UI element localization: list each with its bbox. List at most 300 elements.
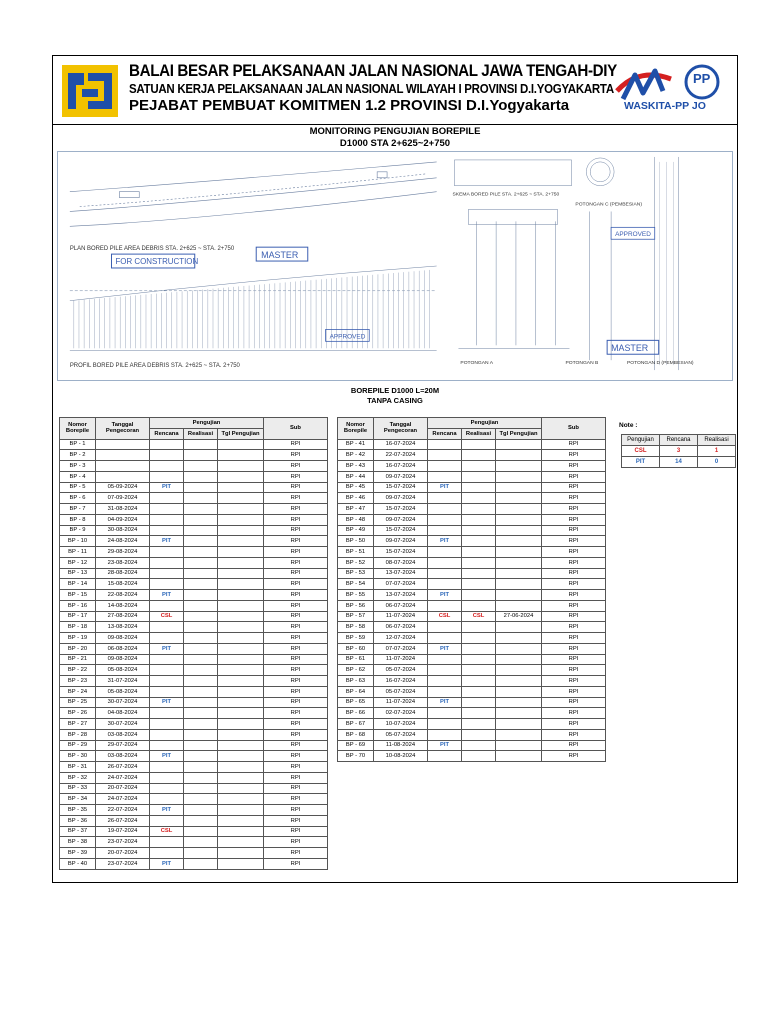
- test-date: [496, 525, 542, 536]
- casting-date: 10-08-2024: [374, 751, 428, 762]
- note-row: [622, 446, 736, 457]
- table-row: [338, 461, 606, 472]
- subcontractor: RPI: [264, 633, 328, 644]
- test-plan: [428, 579, 462, 590]
- test-date: [496, 686, 542, 697]
- table-row: [338, 697, 606, 708]
- subcontractor: RPI: [264, 493, 328, 504]
- casting-date: 11-07-2024: [374, 654, 428, 665]
- borepile-number: BP - 43: [338, 461, 374, 472]
- test-plan: [150, 525, 184, 536]
- test-realization: [462, 547, 496, 558]
- casting-date: 13-08-2024: [96, 622, 150, 633]
- test-plan: [428, 600, 462, 611]
- subcontractor: RPI: [542, 697, 606, 708]
- test-plan: [150, 622, 184, 633]
- test-realization: [462, 471, 496, 482]
- casting-date: 20-07-2024: [96, 848, 150, 859]
- borepile-number: BP - 12: [60, 557, 96, 568]
- test-date: [218, 525, 264, 536]
- table-row: [338, 504, 606, 515]
- subcontractor: RPI: [264, 450, 328, 461]
- test-date: [218, 471, 264, 482]
- col-rencana: Rencana: [150, 428, 184, 439]
- subcontractor: RPI: [264, 439, 328, 450]
- subcontractor: RPI: [264, 611, 328, 622]
- test-plan: PIT: [150, 751, 184, 762]
- test-date: [496, 600, 542, 611]
- table-row: [338, 547, 606, 558]
- test-date: [496, 482, 542, 493]
- casting-date: 26-07-2024: [96, 762, 150, 773]
- test-plan: [428, 676, 462, 687]
- table-row: [60, 633, 328, 644]
- test-plan: [428, 547, 462, 558]
- note-label: Note :: [619, 422, 638, 429]
- casting-date: 07-07-2024: [374, 579, 428, 590]
- subcontractor: RPI: [542, 643, 606, 654]
- test-plan: [150, 772, 184, 783]
- test-realization: [462, 600, 496, 611]
- casting-date: 19-07-2024: [96, 826, 150, 837]
- table-row: [60, 654, 328, 665]
- subcontractor: RPI: [542, 493, 606, 504]
- plan-label: PLAN BORED PILE AREA DEBRIS STA. 2+625 ~ STA. 2+750: [69, 246, 235, 253]
- casting-date: 08-07-2024: [374, 557, 428, 568]
- note-col-pengujian: Pengujian: [622, 435, 660, 446]
- test-realization: [462, 654, 496, 665]
- note-table: [621, 434, 736, 468]
- borepile-number: BP - 19: [60, 633, 96, 644]
- section-c-label: POTONGAN C (PEMBESIAN): [575, 202, 642, 208]
- test-plan: [428, 568, 462, 579]
- test-date: [218, 633, 264, 644]
- test-date: [496, 579, 542, 590]
- subcontractor: RPI: [542, 729, 606, 740]
- borepile-number: BP - 34: [60, 794, 96, 805]
- test-date: [218, 772, 264, 783]
- test-date: [496, 654, 542, 665]
- casting-date: 16-07-2024: [374, 461, 428, 472]
- subcontractor: RPI: [264, 676, 328, 687]
- test-date: [496, 557, 542, 568]
- table-row: [60, 729, 328, 740]
- test-plan: [428, 751, 462, 762]
- test-realization: [462, 622, 496, 633]
- test-date: [218, 622, 264, 633]
- test-date: [218, 643, 264, 654]
- test-plan: [150, 547, 184, 558]
- test-date: [496, 622, 542, 633]
- note-col-rencana: Rencana: [660, 435, 698, 446]
- casting-date: 05-08-2024: [96, 686, 150, 697]
- document-frame: [52, 55, 738, 883]
- borepile-table-right: [337, 417, 606, 762]
- test-plan: [428, 439, 462, 450]
- table-row: [60, 471, 328, 482]
- casting-date: 22-07-2024: [96, 805, 150, 816]
- borepile-number: BP - 64: [338, 686, 374, 697]
- test-date: [496, 719, 542, 730]
- casting-date: 03-08-2024: [96, 751, 150, 762]
- borepile-number: BP - 36: [60, 815, 96, 826]
- test-date: [218, 719, 264, 730]
- borepile-number: BP - 23: [60, 676, 96, 687]
- subcontractor: RPI: [542, 568, 606, 579]
- subcontractor: RPI: [542, 525, 606, 536]
- borepile-number: BP - 33: [60, 783, 96, 794]
- test-date: [218, 751, 264, 762]
- table-row: [60, 643, 328, 654]
- casting-date: 04-09-2024: [96, 514, 150, 525]
- test-plan: PIT: [428, 590, 462, 601]
- test-realization: [462, 514, 496, 525]
- test-plan: PIT: [428, 536, 462, 547]
- table-row: [60, 482, 328, 493]
- casting-date: 07-07-2024: [374, 643, 428, 654]
- test-realization: [184, 719, 218, 730]
- subcontractor: RPI: [264, 848, 328, 859]
- table-row: [338, 536, 606, 547]
- test-plan: [150, 762, 184, 773]
- table-row: [60, 686, 328, 697]
- table-row: [338, 708, 606, 719]
- test-date: [218, 740, 264, 751]
- test-plan: PIT: [150, 858, 184, 869]
- table-row: [338, 611, 606, 622]
- test-date: [218, 858, 264, 869]
- borepile-number: BP - 66: [338, 708, 374, 719]
- table-row: [60, 805, 328, 816]
- casting-date: 06-07-2024: [374, 600, 428, 611]
- borepile-number: BP - 5: [60, 482, 96, 493]
- test-plan: PIT: [428, 643, 462, 654]
- subcontractor: RPI: [542, 547, 606, 558]
- borepile-number: BP - 4: [60, 471, 96, 482]
- borepile-number: BP - 53: [338, 568, 374, 579]
- test-realization: [184, 525, 218, 536]
- casting-date: 14-08-2024: [96, 600, 150, 611]
- casting-date: [96, 461, 150, 472]
- subcontractor: RPI: [264, 557, 328, 568]
- test-realization: [184, 815, 218, 826]
- note-plan: 3: [660, 446, 698, 457]
- casting-date: 09-07-2024: [374, 514, 428, 525]
- col-nomor: Nomor Borepile: [338, 418, 374, 440]
- table-row: [60, 590, 328, 601]
- casting-date: 16-07-2024: [374, 676, 428, 687]
- col-tanggal: Tanggal Pengecoran: [374, 418, 428, 440]
- borepile-number: BP - 22: [60, 665, 96, 676]
- subcontractor: RPI: [264, 547, 328, 558]
- borepile-number: BP - 31: [60, 762, 96, 773]
- subcontractor: RPI: [264, 536, 328, 547]
- subcontractor: RPI: [264, 751, 328, 762]
- col-tgl-pengujian: Tgl Pengujian: [496, 428, 542, 439]
- test-plan: [150, 719, 184, 730]
- borepile-number: BP - 21: [60, 654, 96, 665]
- test-realization: [462, 633, 496, 644]
- table-row: [338, 719, 606, 730]
- test-date: [218, 762, 264, 773]
- casting-date: [96, 439, 150, 450]
- subcontractor: RPI: [542, 686, 606, 697]
- test-plan: [150, 783, 184, 794]
- test-plan: CSL: [150, 611, 184, 622]
- borepile-number: BP - 65: [338, 697, 374, 708]
- test-realization: [462, 536, 496, 547]
- table-row: [338, 493, 606, 504]
- table-row: [60, 536, 328, 547]
- casting-date: 22-08-2024: [96, 590, 150, 601]
- table-row: [338, 654, 606, 665]
- borepile-number: BP - 28: [60, 729, 96, 740]
- test-plan: PIT: [428, 740, 462, 751]
- test-date: [496, 676, 542, 687]
- borepile-number: BP - 51: [338, 547, 374, 558]
- casting-date: [96, 471, 150, 482]
- table-row: [60, 751, 328, 762]
- note-test: PIT: [622, 457, 660, 468]
- casting-date: 11-08-2024: [374, 740, 428, 751]
- note-real: 0: [698, 457, 736, 468]
- borepile-number: BP - 70: [338, 751, 374, 762]
- test-plan: PIT: [150, 590, 184, 601]
- test-date: [218, 837, 264, 848]
- test-realization: [184, 579, 218, 590]
- col-tgl-pengujian: Tgl Pengujian: [218, 428, 264, 439]
- test-date: [218, 439, 264, 450]
- test-plan: [150, 504, 184, 515]
- borepile-number: BP - 37: [60, 826, 96, 837]
- table-row: [338, 579, 606, 590]
- test-date: [218, 697, 264, 708]
- col-sub: Sub: [542, 418, 606, 440]
- subcontractor: RPI: [264, 740, 328, 751]
- borepile-number: BP - 1: [60, 439, 96, 450]
- subcontractor: RPI: [542, 514, 606, 525]
- test-plan: [428, 557, 462, 568]
- test-date: [218, 805, 264, 816]
- test-plan: PIT: [428, 482, 462, 493]
- table-row: [338, 439, 606, 450]
- table-row: [60, 837, 328, 848]
- test-date: [218, 514, 264, 525]
- borepile-number: BP - 26: [60, 708, 96, 719]
- subcontractor: RPI: [264, 600, 328, 611]
- test-date: [496, 547, 542, 558]
- casting-date: 10-07-2024: [374, 719, 428, 730]
- test-plan: [428, 686, 462, 697]
- test-date: [218, 461, 264, 472]
- test-plan: PIT: [150, 482, 184, 493]
- subcontractor: RPI: [542, 665, 606, 676]
- subcontractor: RPI: [542, 471, 606, 482]
- test-date: [218, 654, 264, 665]
- casting-date: 11-07-2024: [374, 611, 428, 622]
- test-plan: [150, 557, 184, 568]
- borepile-number: BP - 50: [338, 536, 374, 547]
- subcontractor: RPI: [542, 482, 606, 493]
- table-row: [60, 493, 328, 504]
- subcontractor: RPI: [264, 815, 328, 826]
- test-plan: [428, 504, 462, 515]
- borepile-number: BP - 11: [60, 547, 96, 558]
- test-plan: [428, 654, 462, 665]
- test-date: [496, 643, 542, 654]
- casting-date: 24-07-2024: [96, 794, 150, 805]
- test-realization: [184, 622, 218, 633]
- borepile-number: BP - 56: [338, 600, 374, 611]
- test-date: [496, 665, 542, 676]
- borepile-number: BP - 44: [338, 471, 374, 482]
- test-date: [218, 557, 264, 568]
- note-col-realisasi: Realisasi: [698, 435, 736, 446]
- test-date: [218, 547, 264, 558]
- test-date: [496, 708, 542, 719]
- casting-date: 30-07-2024: [96, 697, 150, 708]
- stamp-construction: FOR CONSTRUCTION: [115, 257, 199, 267]
- table-row: [60, 762, 328, 773]
- pp-logo-mark: PP: [693, 71, 711, 86]
- test-realization: [184, 783, 218, 794]
- section-title-2: TANPA CASING: [367, 396, 423, 405]
- casting-date: 05-07-2024: [374, 665, 428, 676]
- section-title: [53, 386, 737, 406]
- casting-date: 23-08-2024: [96, 557, 150, 568]
- col-rencana: Rencana: [428, 428, 462, 439]
- borepile-number: BP - 29: [60, 740, 96, 751]
- note-test: CSL: [622, 446, 660, 457]
- borepile-number: BP - 2: [60, 450, 96, 461]
- borepile-number: BP - 67: [338, 719, 374, 730]
- borepile-number: BP - 40: [60, 858, 96, 869]
- subcontractor: RPI: [542, 740, 606, 751]
- test-date: [218, 826, 264, 837]
- test-realization: [184, 697, 218, 708]
- test-date: [496, 471, 542, 482]
- test-date: [218, 729, 264, 740]
- col-realisasi: Realisasi: [462, 428, 496, 439]
- test-realization: [462, 697, 496, 708]
- subcontractor: RPI: [264, 826, 328, 837]
- test-realization: [462, 708, 496, 719]
- note-row: [622, 457, 736, 468]
- casting-date: 23-07-2024: [96, 837, 150, 848]
- casting-date: 12-07-2024: [374, 633, 428, 644]
- casting-date: 16-07-2024: [374, 439, 428, 450]
- test-plan: [150, 514, 184, 525]
- table-row: [60, 740, 328, 751]
- subcontractor: RPI: [542, 719, 606, 730]
- test-realization: [462, 740, 496, 751]
- test-date: [496, 568, 542, 579]
- header-title-2: SATUAN KERJA PELAKSANAAN JALAN NASIONAL WILAYAH I PROVINSI D.I.YOGYAKARTA: [129, 82, 614, 96]
- test-realization: [184, 643, 218, 654]
- test-date: [496, 514, 542, 525]
- contractor-logo-text: WASKITA-PP JO: [624, 100, 706, 112]
- test-plan: [150, 439, 184, 450]
- test-plan: [150, 729, 184, 740]
- table-row: [338, 482, 606, 493]
- stamp-master-2: MASTER: [611, 343, 649, 354]
- header-title-3: PEJABAT PEMBUAT KOMITMEN 1.2 PROVINSI D.I.Yogyakarta: [129, 97, 570, 114]
- test-realization: [462, 461, 496, 472]
- table-row: [60, 697, 328, 708]
- test-date: [218, 482, 264, 493]
- test-plan: PIT: [150, 643, 184, 654]
- section-a-label: POTONGAN A: [460, 361, 493, 367]
- subcontractor: RPI: [264, 622, 328, 633]
- casting-date: 09-08-2024: [96, 654, 150, 665]
- header-title-1: BALAI BESAR PELAKSANAAN JALAN NASIONAL JAWA TENGAH-DIY: [129, 62, 617, 80]
- subcontractor: RPI: [264, 837, 328, 848]
- table-row: [60, 848, 328, 859]
- test-plan: CSL: [150, 826, 184, 837]
- borepile-number: BP - 30: [60, 751, 96, 762]
- test-date: [496, 439, 542, 450]
- test-plan: [428, 622, 462, 633]
- borepile-number: BP - 58: [338, 622, 374, 633]
- table-row: [60, 579, 328, 590]
- test-date: [496, 504, 542, 515]
- test-date: [496, 536, 542, 547]
- test-realization: [184, 590, 218, 601]
- test-plan: [150, 848, 184, 859]
- table-row: [338, 600, 606, 611]
- test-date: [496, 633, 542, 644]
- table-row: [60, 708, 328, 719]
- subcontractor: RPI: [264, 654, 328, 665]
- test-realization: [462, 665, 496, 676]
- borepile-number: BP - 62: [338, 665, 374, 676]
- test-plan: PIT: [150, 697, 184, 708]
- casting-date: 27-08-2024: [96, 611, 150, 622]
- borepile-number: BP - 35: [60, 805, 96, 816]
- test-realization: [462, 450, 496, 461]
- table-row: [60, 547, 328, 558]
- test-plan: [150, 568, 184, 579]
- borepile-number: BP - 69: [338, 740, 374, 751]
- casting-date: 09-07-2024: [374, 471, 428, 482]
- test-plan: [150, 676, 184, 687]
- test-plan: [150, 794, 184, 805]
- casting-date: 09-07-2024: [374, 493, 428, 504]
- subcontractor: RPI: [264, 471, 328, 482]
- table-row: [60, 439, 328, 450]
- casting-date: 29-07-2024: [96, 740, 150, 751]
- test-realization: [462, 676, 496, 687]
- casting-date: 29-08-2024: [96, 547, 150, 558]
- test-plan: [428, 665, 462, 676]
- subcontractor: RPI: [264, 697, 328, 708]
- note-real: 1: [698, 446, 736, 457]
- table-row: [60, 772, 328, 783]
- subcontractor: RPI: [264, 686, 328, 697]
- col-pengujian: Pengujian: [150, 418, 264, 429]
- casting-date: 31-07-2024: [96, 676, 150, 687]
- borepile-number: BP - 9: [60, 525, 96, 536]
- subcontractor: RPI: [264, 590, 328, 601]
- test-plan: [150, 471, 184, 482]
- borepile-number: BP - 3: [60, 461, 96, 472]
- test-realization: [184, 482, 218, 493]
- subcontractor: RPI: [542, 600, 606, 611]
- subcontractor: RPI: [542, 622, 606, 633]
- test-realization: [184, 536, 218, 547]
- subcontractor: RPI: [264, 719, 328, 730]
- test-realization: [184, 676, 218, 687]
